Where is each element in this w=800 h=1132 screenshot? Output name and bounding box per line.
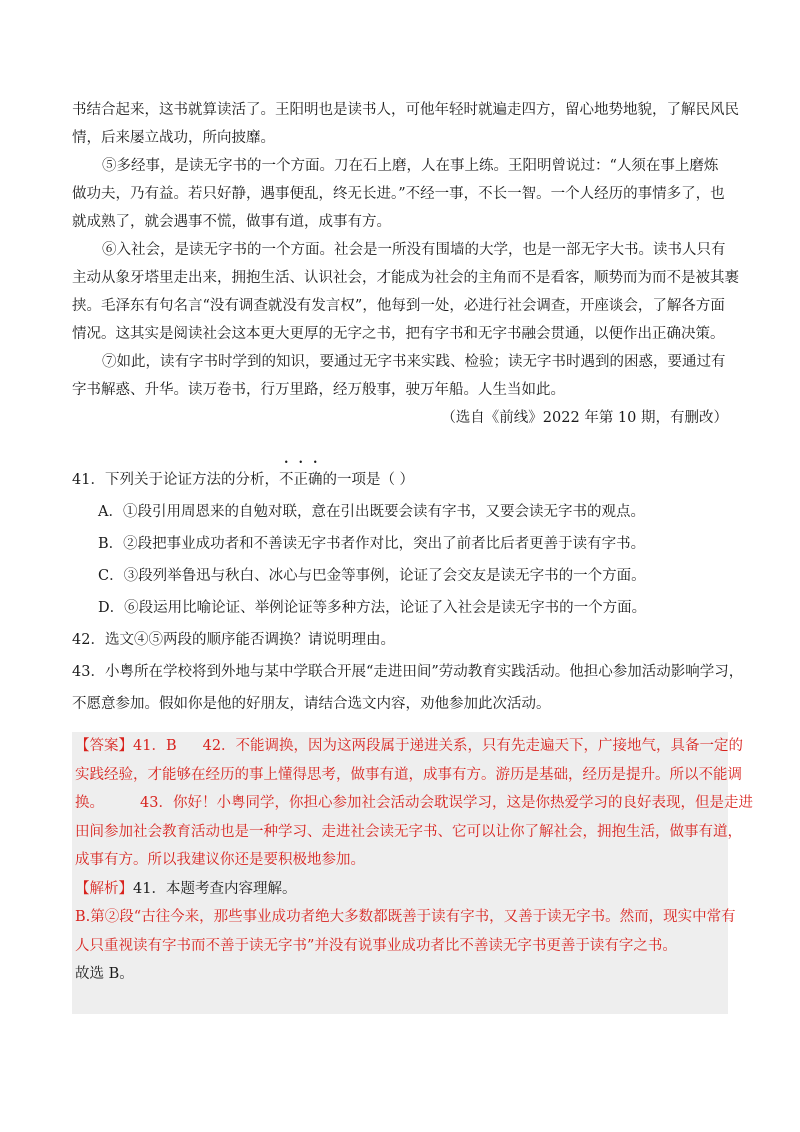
answer-text: 换。 [75, 795, 104, 811]
answer-line: 成事有方。所以我建议你还是要积极地参加。 [75, 852, 365, 868]
question-41 [72, 466, 728, 494]
option-a: A．①段引用周恩来的自勉对联，意在引出既要会读有字书，又要会读无字书的观点。 [98, 504, 645, 520]
passage-line: 就成熟了，就会遇事不慌，做事有道，成事有方。 [72, 214, 391, 230]
passage-line: 情况。这其实是阅读社会这本更大更厚的无字之书，把有字书和无字书融会贯通，以便作出正确决策。 [72, 326, 725, 342]
question-42: 42．选文④⑤两段的顺序能否调换？请说明理由。 [72, 632, 395, 648]
answer-line [72, 732, 744, 761]
option-c: C．③段列举鲁迅与秋白、冰心与巴金等事例，论证了会交友是读无字书的一个方面。 [98, 568, 646, 584]
analysis-line: B.第②段“古往今来，那些事业成功者绝大多数都既善于读有字书，又善于读无字书。然而，现实中常有 [75, 909, 736, 925]
answer-line [72, 789, 753, 818]
answer-line: 田间参加社会教育活动也是一种学习、走进社会读无字书、它可以让你了解社会，拥抱生活，做事有道， [75, 823, 742, 840]
paragraph-7-line: ⑦如此，读有字书时学到的知识，要通过无字书来实践、检验；读无字书时遇到的困惑，要通过有 [102, 354, 726, 370]
emphasis-char: 不 [278, 472, 294, 488]
answer-41: 41．B [133, 738, 177, 754]
analysis-line: 人只重视读有字书而不善于读无字书”并没有说事业成功者比不善读无字书更善于读有字之书。 [75, 937, 677, 954]
passage-line: 情，后来屡立战功，所向披靡。 [72, 130, 275, 146]
question-41-tail: 的一项是（ ） [322, 472, 415, 488]
questions [72, 466, 744, 718]
passage-line: 书结合起来，这书就算读活了。王阳明也是读书人，可他年轻时就遍走四方，留心地势地貌，了解民风民 [72, 102, 739, 118]
analysis-conclusion: 故选 B。 [75, 966, 134, 982]
passage-line: 主动从象牙塔里走出来，拥抱生活、认识社会，才能成为社会的主角而不是看客，顺势而为而不是被其裹 [72, 270, 739, 286]
emphasis-char: 正 [293, 472, 308, 488]
answer-43: 43．你好！小粤同学，你担心参加社会活动会耽误学习，这是你热爱学习的良好表现，但是走进 [140, 795, 753, 811]
passage-line: 挟。毛泽东有句名言“没有调查就没有发言权”，他每到一处，必进行社会调查，开座谈会，了解各方面 [72, 298, 725, 314]
passage-line: 字书解惑、升华。读万卷书，行万里路，经万般事，驶万年船。人生当如此。 [72, 382, 565, 398]
question-43-line: 不愿意参加。假如你是他的好朋友，请结合选文内容，劝他参加此次活动。 [72, 696, 551, 712]
option-b: B．②段把事业成功者和不善读无字书者作对比，突出了前者比后者更善于读有字书。 [98, 536, 646, 552]
question-43-line: 43．小粤所在学校将到外地与某中学联合开展“走进田间”劳动教育实践活动。他担心参加活动影响学习， [72, 664, 744, 680]
option-d: D．⑥段运用比喻论证、举例论证等多种方法，论证了入社会是读无字书的一个方面。 [98, 600, 647, 616]
answer-42: 42．不能调换，因为这两段属于递进关系，只有先走遍天下，广接地气，具备一定的 [202, 738, 744, 754]
paragraph-6-line: ⑥入社会，是读无字书的一个方面。社会是一所没有围墙的大学，也是一部无字大书。读书人只有 [102, 242, 726, 258]
answer-line: 实践经验，才能够在经历的事上懂得思考，做事有道，成事有方。游历是基础，经历是提升。所以不能调 [75, 766, 742, 783]
paragraph-5-line: ⑤多经事，是读无字书的一个方面。刀在石上磨，人在事上练。王阳明曾说过：“人须在事上磨炼 [102, 158, 719, 174]
answer-box [72, 732, 753, 1014]
passage-line: 做功夫，乃有益。若只好静，遇事便乱，终无长进。”不经一事，不长一智。一个人经历的事情多了，也 [72, 186, 725, 202]
answer-tag: 【答案】 [75, 738, 133, 754]
passage [72, 96, 739, 432]
analysis-line [72, 875, 728, 904]
emphasis-char: 确 [307, 472, 323, 488]
analysis-41: 41．本题考查内容理解。 [133, 880, 297, 897]
question-41-stem: 41．下列关于论证方法的分析， [72, 472, 279, 488]
analysis-tag: 【解析】 [75, 880, 133, 897]
source-citation: （选自《前线》2022 年第 10 期，有删改） [441, 410, 728, 426]
